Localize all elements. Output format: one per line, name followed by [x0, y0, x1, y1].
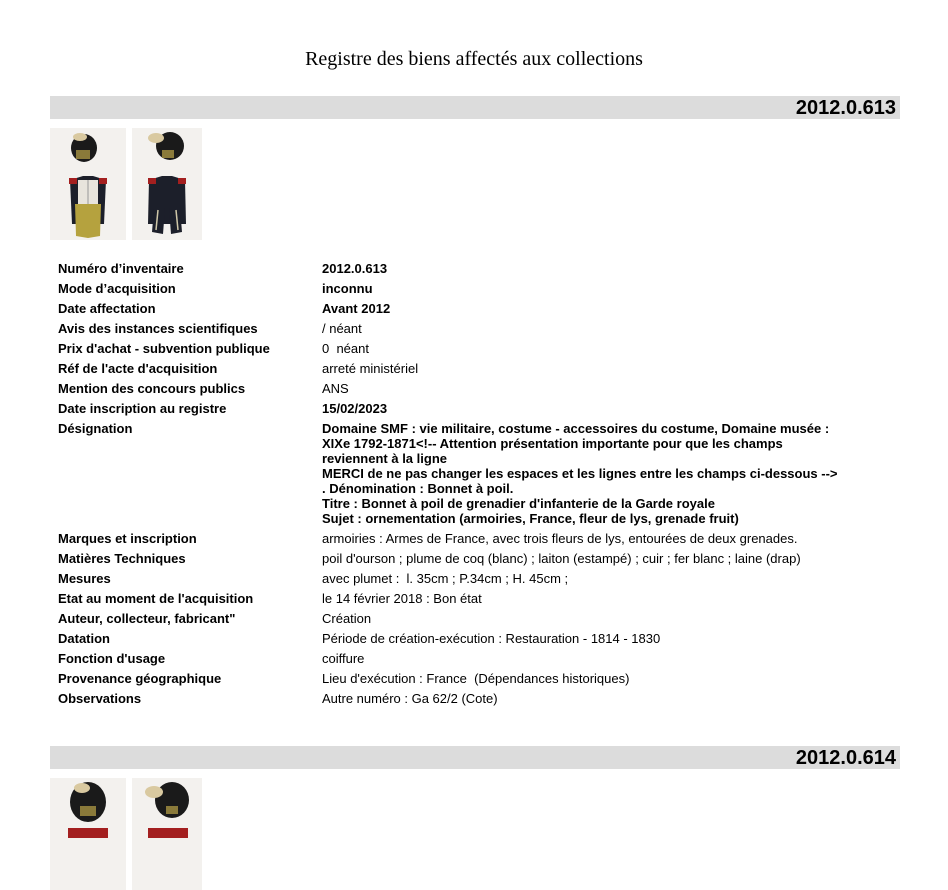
- field-label: Datation: [58, 630, 110, 646]
- field-label: Mention des concours publics: [58, 380, 246, 396]
- record-header: [50, 746, 900, 769]
- field-row: [58, 298, 858, 318]
- field-row: [58, 378, 858, 398]
- field-label: Mode d’acquisition: [58, 280, 176, 296]
- field-value: avec plumet : l. 35cm ; P.34cm ; H. 45cm ;: [322, 570, 569, 586]
- field-value: Domaine SMF : vie militaire, costume - accessoires du costume, Domaine musée : XIXe 1792-1871<!-- Attention présentation importante pour que les champs reviennent à la ligne MERCI de ne pas changer les espaces et les lignes entre les champs ci-dessous --> . Dénomination : Bonnet à poil. Titre : Bonnet à poil de grenadier d'infanterie de la Garde royale Sujet : ornementation (armoiries, France, fleur de lys, grenade fruit): [322, 420, 838, 526]
- field-row: [58, 398, 858, 418]
- bonnet-front-image: [50, 778, 126, 890]
- field-row: [58, 358, 858, 378]
- field-row: [58, 548, 858, 568]
- field-value: arreté ministériel: [322, 360, 419, 376]
- field-label: Matières Techniques: [58, 550, 186, 566]
- field-value: ANS: [322, 380, 349, 396]
- field-row: [58, 338, 858, 358]
- record-number: 2012.0.614: [795, 747, 896, 769]
- field-label: Provenance géographique: [58, 670, 222, 686]
- field-row: [58, 568, 858, 588]
- field-row: [58, 278, 858, 298]
- field-row: [58, 318, 858, 338]
- field-row: [58, 418, 858, 528]
- field-value: inconnu: [322, 280, 373, 296]
- field-row: [58, 668, 858, 688]
- field-value: Période de création-exécution : Restauration - 1814 - 1830: [322, 630, 661, 646]
- field-label: Mesures: [58, 570, 111, 586]
- field-label: Marques et inscription: [58, 530, 197, 546]
- field-label: Prix d'achat - subvention publique: [58, 340, 270, 356]
- field-value: 2012.0.613: [322, 260, 388, 276]
- field-row: [58, 588, 858, 608]
- field-value: Avant 2012: [322, 300, 391, 316]
- bonnet-and-jacket-front-image: [50, 128, 126, 240]
- field-value: armoiries : Armes de France, avec trois fleurs de lys, entourées de deux grenades.: [322, 530, 798, 546]
- field-label: Etat au moment de l'acquisition: [58, 590, 254, 606]
- field-value: 15/02/2023: [322, 400, 388, 416]
- field-value: Lieu d'exécution : France (Dépendances historiques): [322, 670, 630, 686]
- field-value: le 14 février 2018 : Bon état: [322, 590, 482, 606]
- bonnet-and-jacket-back-image: [132, 128, 202, 240]
- field-value: Création: [322, 610, 372, 626]
- page-title: Registre des biens affectés aux collections: [305, 48, 643, 70]
- field-row: [58, 608, 858, 628]
- field-label: Numéro d’inventaire: [58, 260, 184, 276]
- field-row: [58, 628, 858, 648]
- record-fields: [58, 258, 858, 708]
- field-label: Désignation: [58, 420, 133, 436]
- field-row: [58, 688, 858, 708]
- bonnet-side-image: [132, 778, 202, 890]
- object-thumbnail[interactable]: [50, 778, 126, 890]
- field-value: poil d'ourson ; plume de coq (blanc) ; laiton (estampé) ; cuir ; fer blanc ; laine (drap): [322, 550, 801, 566]
- field-label: Observations: [58, 690, 142, 706]
- field-label: Fonction d'usage: [58, 650, 166, 666]
- object-thumbnail[interactable]: [132, 778, 202, 890]
- field-label: Date inscription au registre: [58, 400, 227, 416]
- field-row: [58, 648, 858, 668]
- record-header: [50, 96, 900, 119]
- field-value: Autre numéro : Ga 62/2 (Cote): [322, 690, 498, 706]
- field-value: coiffure: [322, 650, 365, 666]
- field-row: [58, 258, 858, 278]
- record-number: 2012.0.613: [795, 97, 896, 119]
- field-label: Avis des instances scientifiques: [58, 320, 258, 336]
- field-value: / néant: [322, 320, 362, 336]
- field-label: Réf de l'acte d'acquisition: [58, 360, 218, 376]
- object-thumbnail[interactable]: [50, 128, 126, 240]
- field-label: Auteur, collecteur, fabricant": [58, 610, 236, 626]
- field-label: Date affectation: [58, 300, 156, 316]
- field-row: [58, 528, 858, 548]
- field-value: 0 néant: [322, 340, 369, 356]
- object-thumbnail[interactable]: [132, 128, 202, 240]
